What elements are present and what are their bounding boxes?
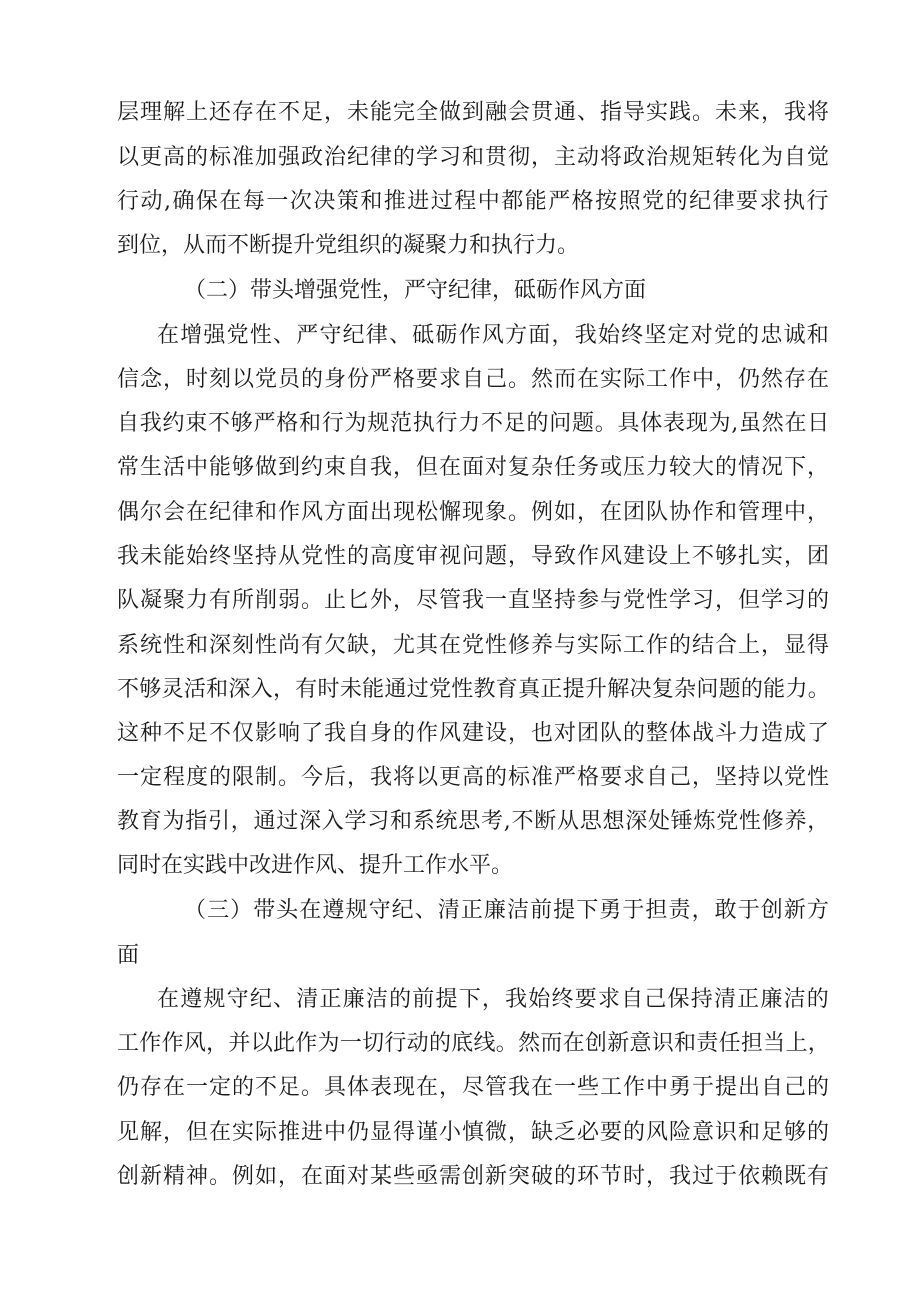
section-heading-3-continued: 面 [117,943,140,968]
body-line: 教育为指引，通过深入学习和系统思考,不断从思想深处锤炼党性修养， [117,809,830,834]
body-line: 行动,确保在每一次决策和推进过程中都能严格按照党的纪律要求执行 [117,189,830,214]
body-line: 我未能始终坚持从党性的高度审视问题，导致作风建设上不够扎实，团 [117,544,831,569]
body-line: 仍存在一定的不足。具体表现在，尽管我在一些工作中勇于提出自己的 [117,1075,831,1100]
body-line: 层理解上还存在不足，未能完全做到融会贯通、指导实践。未来，我将 [117,100,831,125]
body-line: 自我约束不够严格和行为规范执行力不足的问题。具体表现为,虽然在日 [117,411,830,436]
body-line: 见解，但在实际推进中仍显得谨小慎微，缺乏必要的风险意识和足够的 [117,1120,831,1145]
body-line: 到位，从而不断提升党组织的凝聚力和执行力。 [117,233,580,258]
body-line: 同时在实践中改进作风、提升工作水平。 [117,853,514,878]
body-line: 偶尔会在纪律和作风方面出现松懈现象。例如，在团队协作和管理中， [117,500,831,525]
body-line: 常生活中能够做到约束自我，但在面对复杂任务或压力较大的情况下， [117,455,831,480]
body-line: 以更高的标准加强政治纪律的学习和贯彻，主动将政治规矩转化为自觉 [117,145,831,170]
section-heading-3: （三）带头在遵规守纪、清正廉洁前提下勇于担责，敢于创新方 [184,898,831,923]
body-line: 在遵规守纪、清正廉洁的前提下，我始终要求自己保持清正廉洁的 [157,987,831,1012]
body-line: 系统性和深刻性尚有欠缺，尤其在党性修养与实际工作的结合上，显得 [117,633,831,658]
section-heading-2: （二）带头增强党性，严守纪律，砥砺作风方面 [184,278,647,303]
body-line: 一定程度的限制。今后，我将以更高的标准严格要求自己，坚持以党性 [117,765,831,790]
body-line: 工作作风，并以此作为一切行动的底线。然而在创新意识和责任担当上， [117,1031,831,1056]
body-line: 这种不足不仅影响了我自身的作风建设，也对团队的整体战斗力造成了 [117,721,831,746]
body-line: 信念，时刻以党员的身份严格要求自己。然而在实际工作中，仍然存在 [117,367,831,392]
body-line: 创新精神。例如，在面对某些亟需创新突破的环节时，我过于依赖既有 [117,1164,831,1189]
body-line: 队凝聚力有所削弱。止匕外，尽管我一直坚持参与党性学习，但学习的 [117,588,831,613]
body-line: 在增强党性、严守纪律、砥砺作风方面，我始终坚定对党的忠诚和 [157,323,831,348]
body-line: 不够灵活和深入，有时未能通过党性教育真正提升解决复杂问题的能力。 [117,677,831,702]
